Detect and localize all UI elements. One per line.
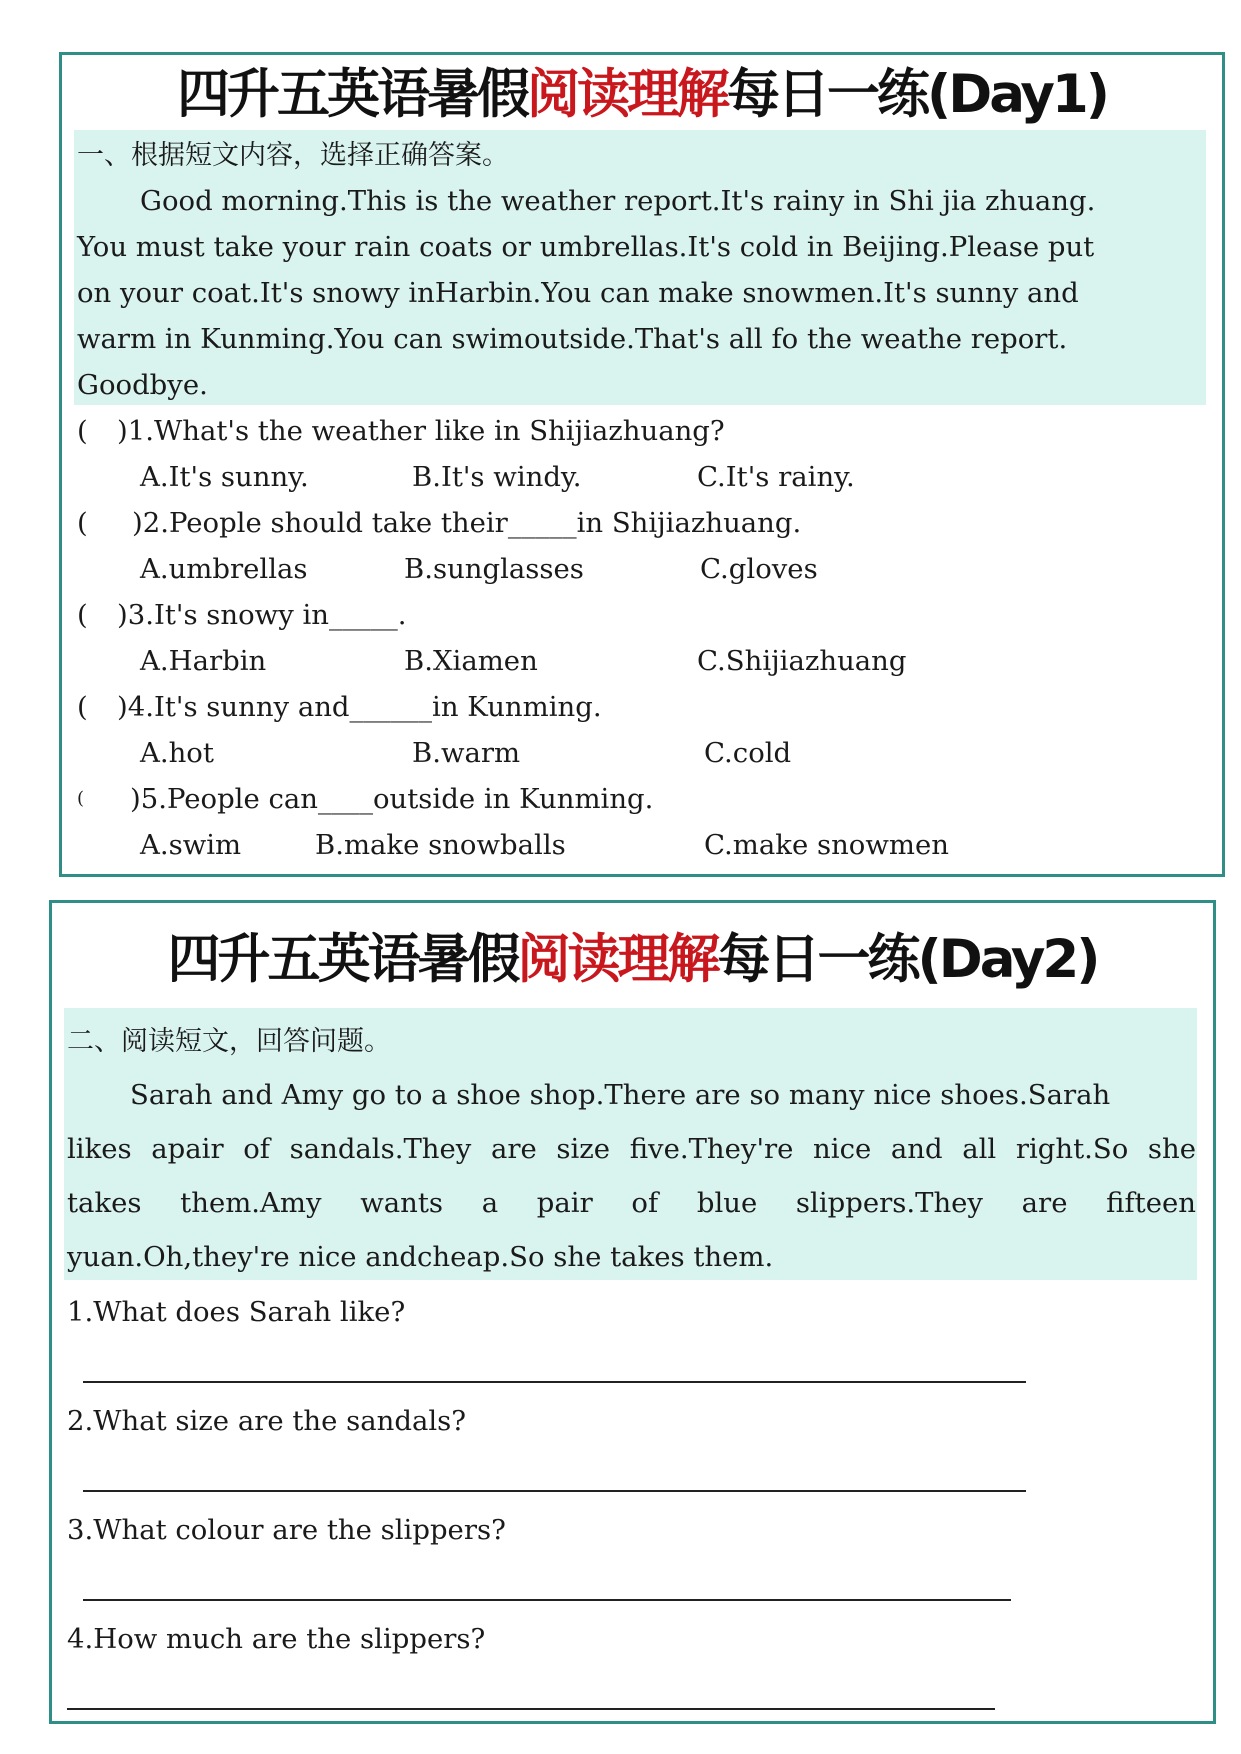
section-heading: 二、阅读短文，回答问题。 [67,1026,391,1057]
title-prefix: 四升五英语暑假 [177,64,527,125]
answer-paren: ( [77,415,88,447]
question-text: )3.It's snowy in_____. [117,599,407,631]
option-c: C.gloves [700,553,818,585]
answer-paren: ( [77,691,88,723]
title-highlight: 阅读理解 [517,929,718,990]
option-a: A.hot [140,737,214,769]
option-c: C.cold [704,737,792,769]
answer-paren: ( [77,507,88,539]
option-b: B.Xiamen [404,645,538,677]
option-c: C.Shijiazhuang [697,645,907,677]
option-a: A.swim [140,829,242,861]
answer-paren: ( [77,788,85,809]
day2-title [52,922,1213,998]
section-heading: 一、根据短文内容，选择正确答案。 [77,140,509,171]
option-b: B.It's windy. [412,461,582,493]
question-text: )4.It's sunny and______in Kunming. [117,691,602,723]
option-a: A.umbrellas [140,553,308,585]
passage-line: likes apair of sandals.They are size five.They're nice and all right.So she [67,1133,1196,1165]
answer-line[interactable] [83,1381,1026,1383]
question-text: 1.What does Sarah like? [67,1296,406,1328]
day1-title [62,57,1222,133]
question-text: 4.How much are the slippers? [67,1623,486,1655]
answer-line[interactable] [67,1708,995,1710]
answer-paren: ( [77,599,88,631]
passage-line: Goodbye. [77,369,208,401]
answer-line[interactable] [83,1599,1011,1601]
option-c: C.make snowmen [704,829,949,861]
title-suffix: 每日一练(Day1) [727,64,1107,125]
question-text: )1.What's the weather like in Shijiazhuang? [117,415,725,447]
question-text: 3.What colour are the slippers? [67,1514,506,1546]
option-a: A.It's sunny. [140,461,309,493]
passage-line: Good morning.This is the weather report.It's rainy in Shi jia zhuang. [140,185,1096,217]
title-suffix: 每日一练(Day2) [717,929,1098,990]
title-highlight: 阅读理解 [527,64,727,125]
answer-line[interactable] [83,1490,1026,1492]
option-a: A.Harbin [140,645,267,677]
passage-line: takes them.Amy wants a pair of blue slippers.They are fifteen [67,1187,1196,1219]
question-text: )5.People can____outside in Kunming. [130,783,654,815]
passage-line: on your coat.It's snowy inHarbin.You can make snowmen.It's sunny and [77,277,1079,309]
title-prefix: 四升五英语暑假 [167,929,518,990]
passage-line: warm in Kunming.You can swimoutside.That's all fo the weathe report. [77,323,1068,355]
passage-line: You must take your rain coats or umbrellas.It's cold in Beijing.Please put [77,231,1095,263]
option-c: C.It's rainy. [697,461,855,493]
option-b: B.sunglasses [404,553,584,585]
question-text: 2.What size are the sandals? [67,1405,467,1437]
option-b: B.make snowballs [315,829,566,861]
question-text: )2.People should take their_____in Shijiazhuang. [132,507,802,539]
passage-line: Sarah and Amy go to a shoe shop.There are so many nice shoes.Sarah [130,1079,1111,1111]
option-b: B.warm [412,737,521,769]
passage-line: yuan.Oh,they're nice andcheap.So she takes them. [67,1241,774,1273]
